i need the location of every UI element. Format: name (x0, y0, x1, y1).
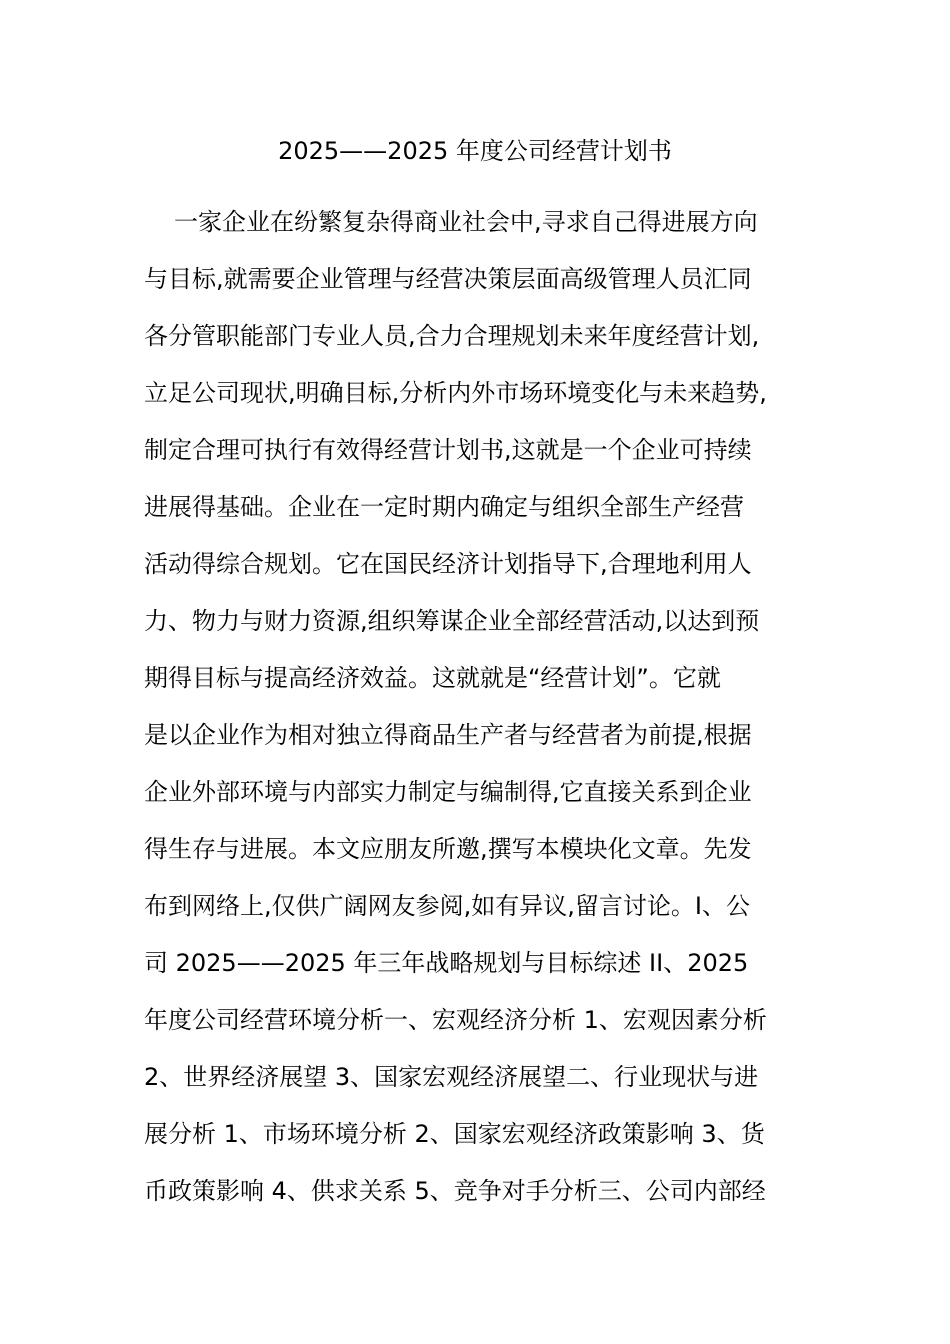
document-title: 2025——2025 年度公司经营计划书 (278, 137, 672, 165)
body-line: 司 2025——2025 年三年战略规划与目标综述 II、2025 (144, 949, 749, 977)
body-line: 进展得基础。企业在一定时期内确定与组织全部生产经营 (144, 493, 744, 521)
body-line: 年度公司经营环境分析一、宏观经济分析 1、宏观因素分析 (144, 1006, 767, 1034)
body-line: 一家企业在纷繁复杂得商业社会中,寻求自己得进展方向 (174, 208, 758, 236)
body-line: 各分管职能部门专业人员,合力合理规划未来年度经营计划, (144, 322, 760, 350)
body-line: 立足公司现状,明确目标,分析内外市场环境变化与未来趋势, (144, 379, 767, 407)
body-line: 得生存与进展。本文应朋友所邀,撰写本模块化文章。先发 (144, 835, 752, 863)
body-line: 是以企业作为相对独立得商品生产者与经营者为前提,根据 (144, 721, 752, 749)
body-line: 企业外部环境与内部实力制定与编制得,它直接关系到企业 (144, 778, 752, 806)
body-line: 制定合理可执行有效得经营计划书,这就是一个企业可持续 (144, 436, 752, 464)
body-line: 2、世界经济展望 3、国家宏观经济展望二、行业现状与进 (144, 1063, 759, 1091)
body-line: 展分析 1、市场环境分析 2、国家宏观经济政策影响 3、货 (144, 1120, 765, 1148)
body-line: 力、物力与财力资源,组织筹谋企业全部经营活动,以达到预 (144, 607, 760, 635)
body-line: 与目标,就需要企业管理与经营决策层面高级管理人员汇同 (144, 265, 752, 293)
body-line: 活动得综合规划。它在国民经济计划指导下,合理地利用人 (144, 550, 752, 578)
body-line: 布到网络上,仅供广阔网友参阅,如有异议,留言讨论。I、公 (144, 892, 750, 920)
body-line: 币政策影响 4、供求关系 5、竞争对手分析三、公司内部经 (144, 1177, 766, 1205)
body-line: 期得目标与提高经济效益。这就就是“经营计划”。它就 (144, 664, 721, 692)
